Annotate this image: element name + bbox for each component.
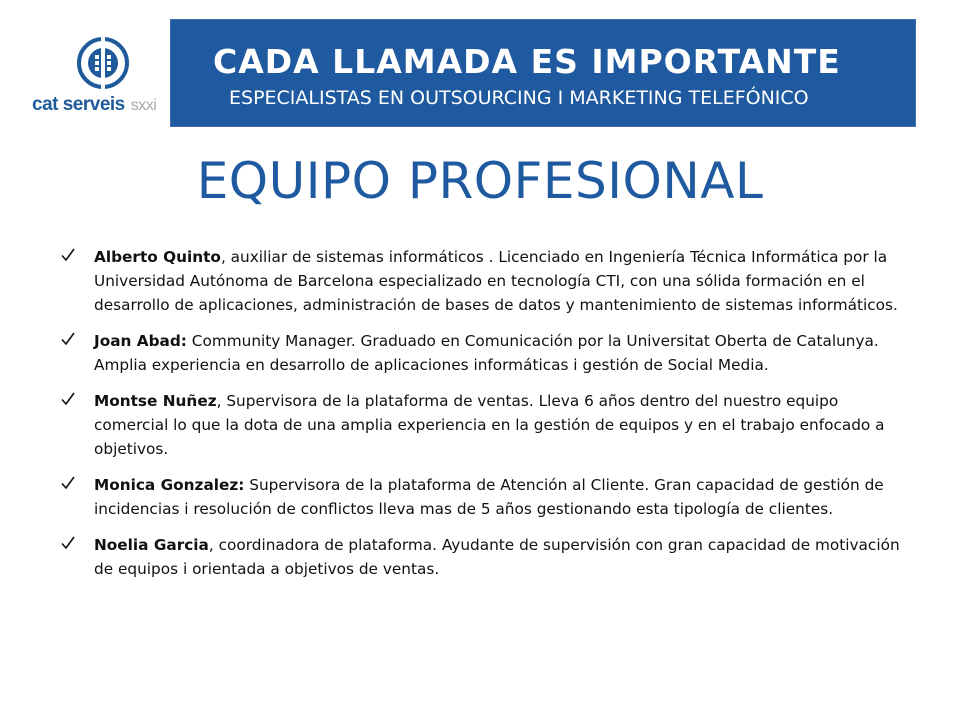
checkmark-icon (60, 247, 76, 263)
logo-mark-icon (76, 36, 130, 90)
cat-serveis-logo (30, 36, 170, 126)
member-name: Monica Gonzalez: (94, 476, 245, 494)
member-name: Alberto Quinto (94, 248, 221, 266)
page-title: EQUIPO PROFESIONAL (196, 152, 764, 210)
banner-subtitle: ESPECIALISTAS EN OUTSOURCING I MARKETING TELEFÓNICO (229, 87, 809, 109)
checkmark-icon (60, 535, 76, 551)
checkmark-icon (60, 331, 76, 347)
member-description (94, 473, 910, 521)
list-item (60, 245, 910, 317)
member-description (94, 389, 910, 461)
header-banner (170, 19, 916, 127)
member-text: Supervisora de la plataforma de Atención al Cliente. Gran capacidad de gestión de incidencias i resolución de conflictos lleva mas de 5 años gestionando esta tipología de clientes. (94, 476, 884, 518)
member-text: , Supervisora de la plataforma de ventas. Lleva 6 años dentro del nuestro equipo comercial lo que la dota de una amplia experiencia en la gestión de equipos y en el trabajo enfocado a objetivos. (94, 392, 885, 458)
member-description (94, 329, 910, 377)
logo-suffix: sxxi (130, 97, 157, 114)
list-item (60, 533, 910, 581)
member-description (94, 245, 910, 317)
member-name: Joan Abad: (94, 332, 187, 350)
logo-text (32, 94, 156, 116)
member-text: , auxiliar de sistemas informáticos . Licenciado en Ingeniería Técnica Informática por la Universidad Autónoma de Barcelona especializado en tecnología CTI, con una sólida formación en el desarrollo de aplicaciones, administración de bases de datos y mantenimiento de sistemas informáticos. (94, 248, 898, 314)
member-name: Montse Nuñez (94, 392, 217, 410)
banner-title: CADA LLAMADA ES IMPORTANTE (213, 42, 841, 81)
checkmark-icon (60, 391, 76, 407)
member-name: Noelia Garcia (94, 536, 209, 554)
member-text: , coordinadora de plataforma. Ayudante de supervisión con gran capacidad de motivación de equipos i orientada a objetivos de ventas. (94, 536, 900, 578)
list-item (60, 329, 910, 377)
checkmark-icon (60, 475, 76, 491)
member-description (94, 533, 910, 581)
member-text: Community Manager. Graduado en Comunicación por la Universitat Oberta de Catalunya. Amplia experiencia en desarrollo de aplicaciones informáticas i gestión de Social Media. (94, 332, 879, 374)
logo-brand: cat serveis (32, 94, 125, 115)
list-item (60, 473, 910, 521)
team-member-list (60, 245, 910, 593)
list-item (60, 389, 910, 461)
